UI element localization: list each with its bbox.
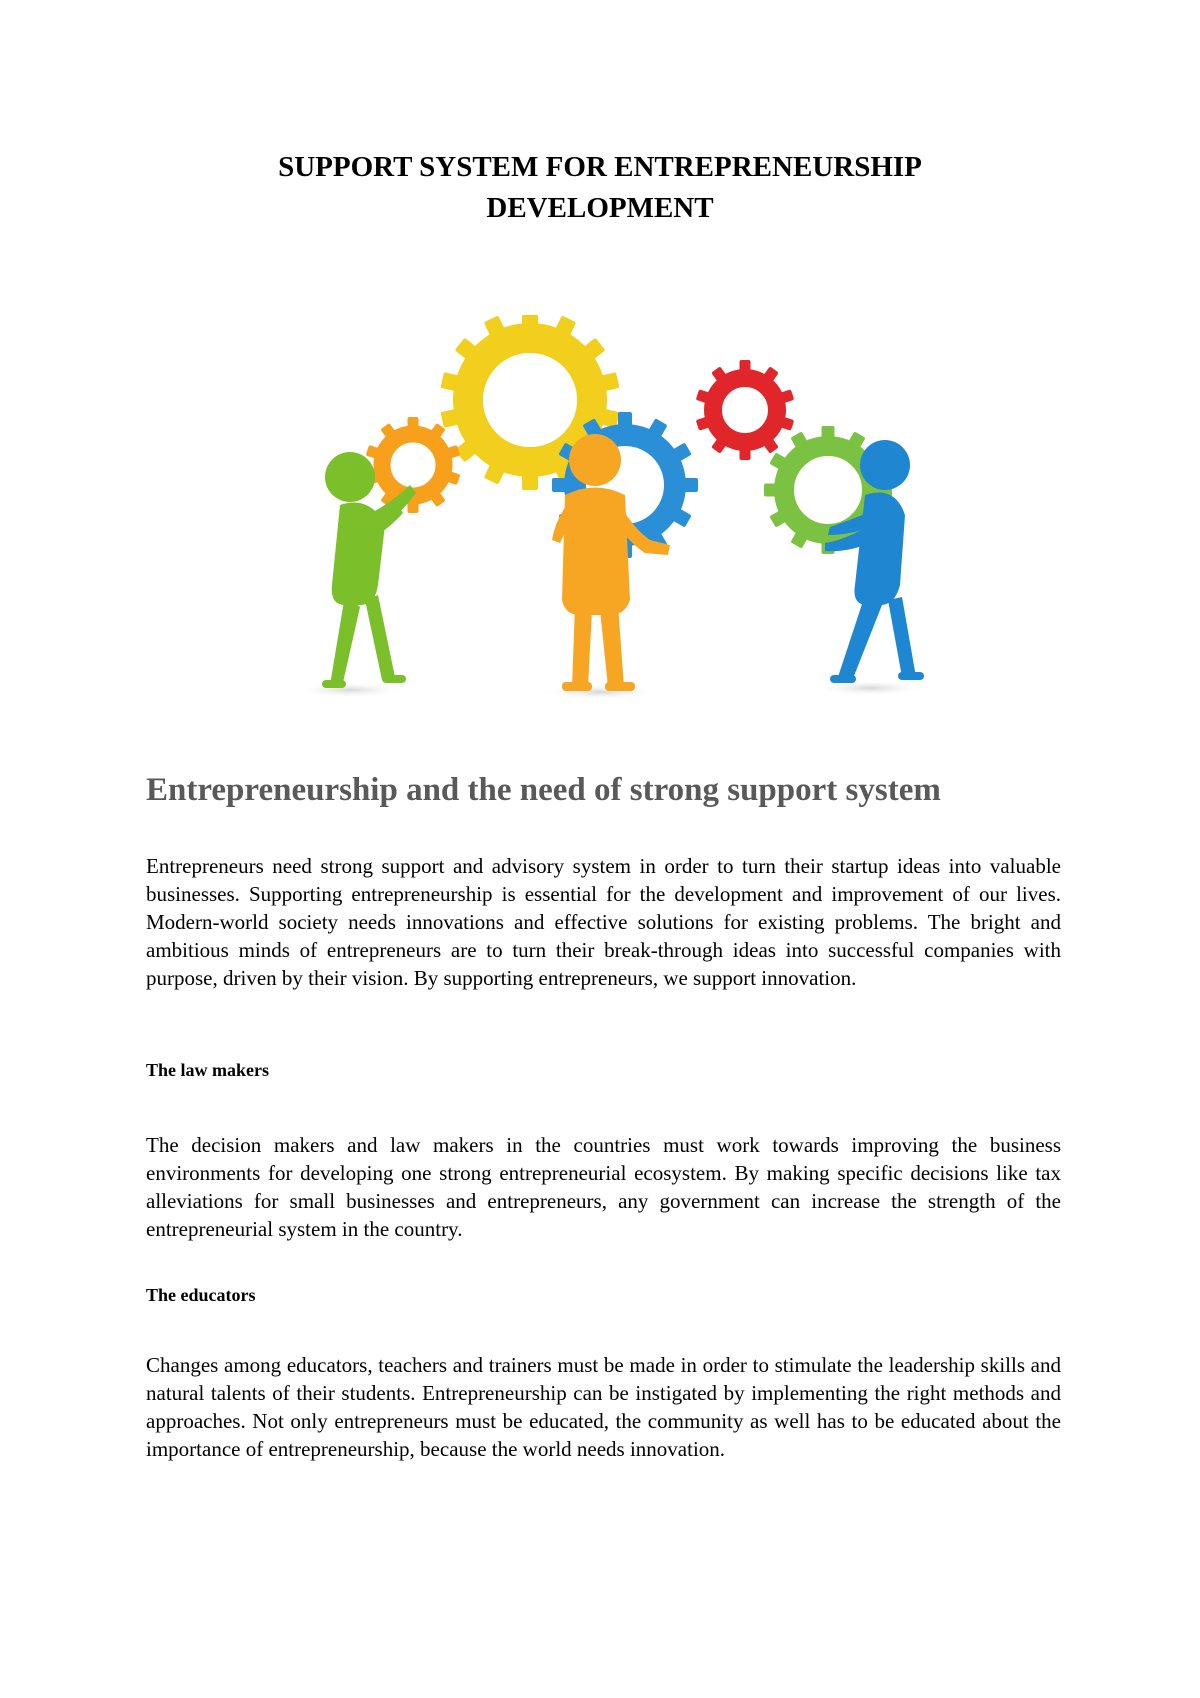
intro-paragraph: Entrepreneurs need strong support and advisory system in order to turn their startup ideas into valuable businesses. Supporting entrepreneurship is essential for the development and improvement of our lives. Modern-world society needs innovations and effective solutions for existing problems. The bright and ambitious minds of entrepreneurs are to turn their break-through ideas into successful companies with purpose, driven by their vision. By supporting entrepreneurs, we support innovation. bbox=[146, 854, 1061, 990]
subheading-educators: The educators bbox=[146, 1285, 256, 1305]
gear-tooth bbox=[522, 315, 538, 330]
floor-shadow bbox=[295, 682, 405, 698]
subheading-law-makers: The law makers bbox=[146, 1060, 269, 1080]
title-line-1: SUPPORT SYSTEM FOR ENTREPRENEURSHIP bbox=[278, 151, 922, 183]
gear-tooth bbox=[408, 417, 419, 431]
gear-hole bbox=[391, 443, 435, 487]
document-title bbox=[0, 147, 1200, 229]
floor-shadow bbox=[815, 680, 925, 696]
gear-tooth bbox=[522, 470, 538, 490]
gears-teamwork-illustration bbox=[290, 315, 970, 700]
red-gear-icon bbox=[696, 360, 795, 460]
law-makers-paragraph: The decision makers and law makers in the countries must work towards improving the business environments for developing one strong entrepreneurial ecosystem. By making specific decisions like tax alleviations for small businesses and entrepreneurs, any government can increase the strength of the entrepreneurial system in the country. bbox=[146, 1133, 1061, 1241]
orange-gear-icon bbox=[366, 417, 461, 513]
section-heading: Entrepreneurship and the need of strong support system bbox=[146, 772, 941, 808]
educators-paragraph: Changes among educators, teachers and trainers must be made in order to stimulate the leadership skills and natural talents of their students. Entrepreneurship can be instigated by implementing the right methods and approaches. Not only entrepreneurs must be educated, the community as well has to be educated about the importance of entrepreneurship, because the world needs innovation. bbox=[146, 1353, 1061, 1461]
gear-tooth bbox=[740, 446, 751, 460]
gear-tooth bbox=[764, 484, 780, 497]
floor-shadow bbox=[540, 684, 660, 700]
gear-tooth bbox=[680, 478, 698, 492]
gear-hole bbox=[483, 353, 577, 447]
gear-tooth bbox=[740, 360, 751, 374]
gear-tooth bbox=[822, 426, 835, 442]
gear-tooth bbox=[552, 478, 570, 492]
title-line-2: DEVELOPMENT bbox=[486, 192, 714, 224]
gear-hole bbox=[723, 388, 767, 432]
gear-tooth bbox=[618, 412, 632, 430]
gear-hole bbox=[795, 457, 861, 523]
